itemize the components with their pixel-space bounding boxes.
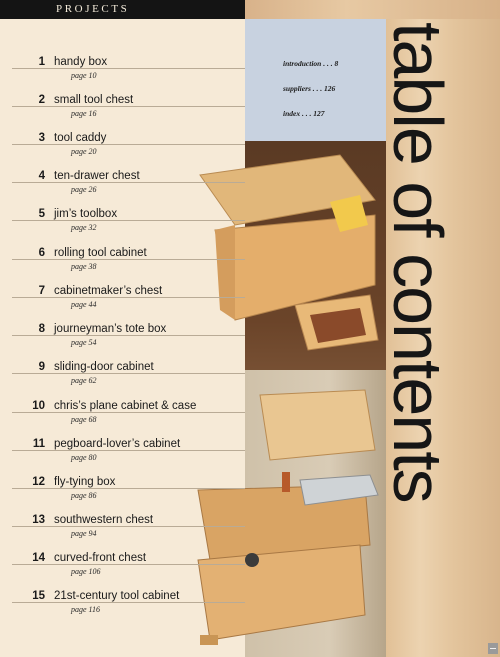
toc-entry[interactable] [0, 399, 245, 437]
toc-entry[interactable] [0, 93, 245, 131]
entry-page: page 44 [71, 300, 97, 309]
entry-number: 1 [38, 56, 45, 68]
entry-page: page 80 [71, 453, 97, 462]
toc-entry[interactable] [0, 55, 245, 93]
entry-divider [12, 526, 245, 527]
entry-title[interactable]: jim’s toolbox [54, 208, 118, 220]
toc-entry[interactable] [0, 589, 245, 627]
entry-page: page 86 [71, 491, 97, 500]
entry-title[interactable]: fly-tying box [54, 476, 116, 488]
toc-entry[interactable] [0, 475, 245, 513]
entry-divider [12, 144, 245, 145]
entry-page: page 16 [71, 109, 97, 118]
entry-number: 13 [32, 514, 45, 526]
entry-page: page 32 [71, 223, 97, 232]
front-matter-panel [245, 19, 386, 141]
entry-page: page 94 [71, 529, 97, 538]
entry-number: 7 [38, 285, 45, 297]
entry-page: page 116 [71, 605, 100, 614]
entry-number: 10 [32, 400, 45, 412]
entry-divider [12, 488, 245, 489]
entry-title[interactable]: rolling tool cabinet [54, 247, 147, 259]
entry-number: 8 [38, 323, 45, 335]
entry-title[interactable]: cabinetmaker’s chest [54, 285, 163, 297]
entry-title[interactable]: tool caddy [54, 132, 107, 144]
entry-page: page 62 [71, 376, 97, 385]
entry-page: page 26 [71, 185, 97, 194]
toc-entry[interactable] [0, 207, 245, 245]
toc-entry[interactable] [0, 551, 245, 589]
toc-entry[interactable] [0, 246, 245, 284]
entry-title[interactable]: 21st-century tool cabinet [54, 590, 180, 602]
entry-number: 6 [38, 247, 45, 259]
entry-page: page 10 [71, 71, 97, 80]
entry-title[interactable]: small tool chest [54, 94, 134, 106]
entry-divider [12, 259, 245, 260]
front-matter-suppliers[interactable]: suppliers . . . 126 [283, 84, 336, 93]
toc-entry[interactable] [0, 131, 245, 169]
entry-number: 3 [38, 132, 45, 144]
entry-divider [12, 373, 245, 374]
toc-entry[interactable] [0, 284, 245, 322]
entry-title[interactable]: sliding-door cabinet [54, 361, 154, 373]
entry-title[interactable]: chris’s plane cabinet & case [54, 400, 197, 412]
entry-title[interactable]: ten-drawer chest [54, 170, 140, 182]
entry-number: 4 [38, 170, 45, 182]
entry-title[interactable]: southwestern chest [54, 514, 154, 526]
entry-divider [12, 450, 245, 451]
entry-divider [12, 297, 245, 298]
toc-entry[interactable] [0, 322, 245, 360]
toc-entry[interactable] [0, 437, 245, 475]
entry-page: page 38 [71, 262, 97, 271]
entry-divider [12, 182, 245, 183]
section-label: PROJECTS [56, 3, 130, 15]
entry-number: 9 [38, 361, 45, 373]
entry-page: page 106 [71, 567, 101, 576]
header-wood-strip [245, 0, 500, 19]
entry-number: 2 [38, 94, 45, 106]
entry-title[interactable]: handy box [54, 56, 108, 68]
entry-title[interactable]: pegboard-lover’s cabinet [54, 438, 181, 450]
entry-page: page 68 [71, 415, 97, 424]
front-matter-index[interactable]: index . . . 127 [283, 109, 325, 118]
entry-number: 14 [32, 552, 45, 564]
entry-number: 5 [38, 208, 45, 220]
toc-entry[interactable] [0, 360, 245, 398]
entry-divider [12, 335, 245, 336]
entry-divider [12, 68, 245, 69]
entry-title[interactable]: curved-front chest [54, 552, 147, 564]
page-title: table of contents [379, 22, 457, 502]
entry-divider [12, 220, 245, 221]
entry-number: 12 [32, 476, 45, 488]
entry-page: page 54 [71, 338, 97, 347]
entry-title[interactable]: journeyman’s tote box [54, 323, 167, 335]
entry-divider [12, 412, 245, 413]
front-matter-introduction[interactable]: introduction . . . 8 [283, 59, 339, 68]
entry-divider [12, 106, 245, 107]
entry-number: 15 [32, 590, 45, 602]
entry-number: 11 [32, 438, 45, 450]
toc-entry[interactable] [0, 513, 245, 551]
page-corner-icon[interactable] [488, 643, 498, 654]
entry-page: page 20 [71, 147, 97, 156]
entry-divider [12, 564, 245, 565]
entry-divider [12, 602, 245, 603]
toc-entry[interactable] [0, 169, 245, 207]
